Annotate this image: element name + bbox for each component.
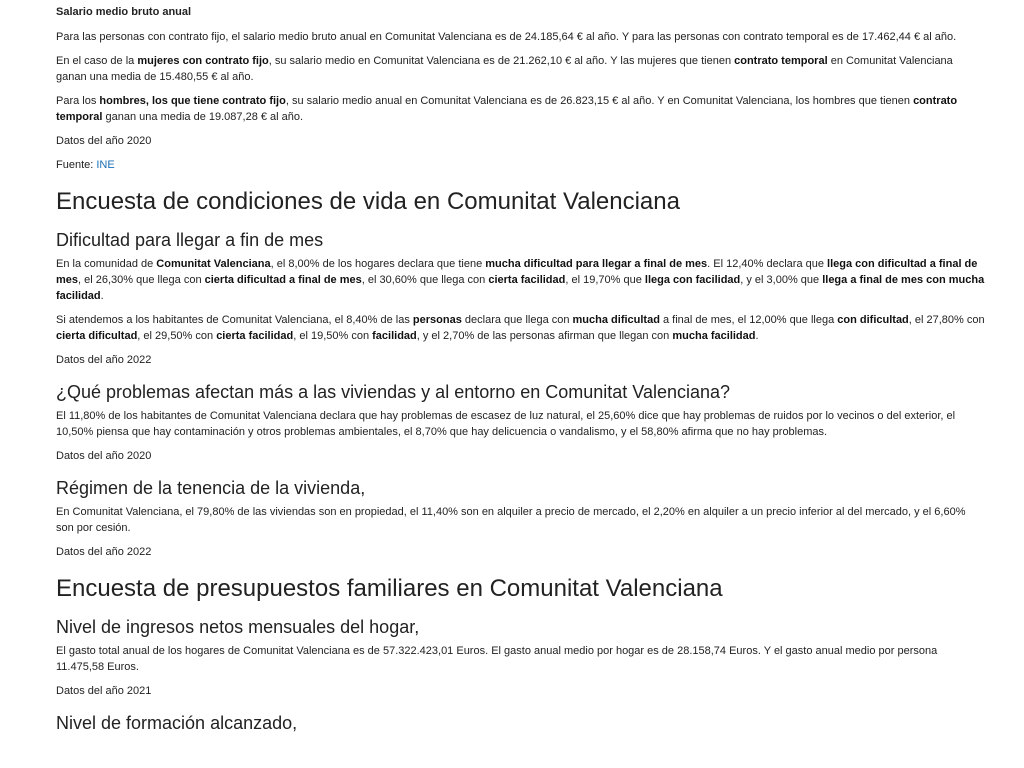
text-bold: llega a final de mes con mucha facilidad: [56, 274, 985, 302]
text-run: .: [755, 330, 759, 342]
text-bold: mucha dificultad para llegar a final de mes: [485, 258, 708, 270]
text-run: , el 30,60% que llega con: [361, 274, 489, 286]
text-run: , el 26,30% que llega con: [78, 274, 205, 286]
salary-data-year: Datos del año 2020: [56, 135, 152, 147]
family-budget-heading: Encuesta de presupuestos familiares en Comunitat Valenciana: [56, 575, 723, 602]
text-bold: contrato temporal: [56, 95, 958, 123]
text-bold: cierta dificultad a final de mes: [204, 274, 362, 286]
salary-paragraph-men: [56, 93, 986, 125]
text-run: Para los: [56, 95, 100, 107]
salary-section-title: Salario medio bruto anual: [56, 6, 192, 18]
text-run: Si atendemos a los habitantes de Comunitat Valenciana, el 8,40% de las: [56, 314, 413, 326]
text-bold: cierta dificultad: [56, 330, 138, 342]
text-run: a final de mes, el 12,00% que llega: [659, 314, 838, 326]
text-run: , y el 3,00% que: [740, 274, 823, 286]
text-bold: contrato temporal: [734, 55, 828, 67]
tenure-paragraph: En Comunitat Valenciana, el 79,80% de las viviendas son en propiedad, el 11,40% son en alquiler a precio de mercado, el 2,20% en alquiler a un precio inferior al del mercado, y el 6,60% son por cesión.: [56, 506, 966, 534]
salary-paragraph-women: [56, 53, 986, 85]
housing-problems-heading: ¿Qué problemas afectan más a las viviendas y al entorno en Comunitat Valenciana?: [56, 382, 731, 402]
text-bold: con dificultad: [837, 314, 909, 326]
text-bold: cierta facilidad: [488, 274, 566, 286]
difficulty-data-year: Datos del año 2022: [56, 354, 152, 366]
text-run: .: [100, 290, 104, 302]
text-bold: hombres, los que tiene contrato fijo: [99, 95, 286, 107]
housing-problems-data-year: Datos del año 2020: [56, 450, 152, 462]
text-run: , el 19,50% con: [293, 330, 373, 342]
source-link-ine[interactable]: INE: [96, 159, 115, 171]
text-run: , el 27,80% con: [908, 314, 985, 326]
tenure-heading: Régimen de la tenencia de la vivienda,: [56, 478, 366, 498]
text-bold: llega con facilidad: [644, 274, 741, 286]
text-run: , el 29,50% con: [137, 330, 217, 342]
text-run: en Comunitat Valenciana ganan una media de 15.480,55 € al año.: [56, 55, 953, 83]
text-run: En el caso de la: [56, 55, 138, 67]
text-bold: facilidad: [372, 330, 417, 342]
difficulty-paragraph-households: [56, 256, 986, 304]
text-bold: Comunitat Valenciana: [156, 258, 271, 270]
living-conditions-heading: Encuesta de condiciones de vida en Comunitat Valenciana: [56, 188, 680, 215]
text-run: En la comunidad de: [56, 258, 157, 270]
text-run: declara que llega con: [461, 314, 573, 326]
source-label: Fuente:: [56, 159, 97, 171]
salary-paragraph-contract: Para las personas con contrato fijo, el salario medio bruto anual en Comunitat Valenciana es de 24.185,64 € al año. Y para las personas con contrato temporal es de 17.462,44 € al año.: [56, 31, 957, 43]
income-data-year: Datos del año 2021: [56, 685, 152, 697]
text-run: , y el 2,70% de las personas afirman que llegan con: [416, 330, 673, 342]
text-bold: mujeres con contrato fijo: [137, 55, 269, 67]
text-run: , el 19,70% que: [565, 274, 645, 286]
text-bold: mucha dificultad: [572, 314, 660, 326]
education-heading: Nivel de formación alcanzado,: [56, 713, 298, 733]
text-bold: llega con dificultad a final de mes: [56, 258, 978, 286]
salary-source: [56, 157, 986, 173]
housing-problems-paragraph: El 11,80% de los habitantes de Comunitat Valenciana declara que hay problemas de escasez de luz natural, el 25,60% dice que hay problemas de ruidos por lo vecinos o del exterior, el 10,50% piensa que hay contaminación y otros problemas ambientales, el 8,70% que hay delicuencia o vandalismo, y el 58,80% afirma que no hay problemas.: [56, 410, 956, 438]
text-bold: cierta facilidad: [216, 330, 294, 342]
text-run: , su salario medio anual en Comunitat Valenciana es de 26.823,15 € al año. Y en Comunitat Valenciana, los hombres que tienen: [285, 95, 914, 107]
text-run: , el 8,00% de los hogares declara que tiene: [270, 258, 486, 270]
text-run: ganan una media de 19.087,28 € al año.: [102, 111, 304, 123]
text-bold: mucha facilidad: [672, 330, 756, 342]
difficulty-heading: Dificultad para llegar a fin de mes: [56, 230, 324, 250]
text-run: , su salario medio en Comunitat Valenciana es de 21.262,10 € al año. Y las mujeres que tienen: [268, 55, 735, 67]
income-heading: Nivel de ingresos netos mensuales del hogar,: [56, 617, 420, 637]
article-content: [56, 4, 986, 739]
text-run: . El 12,40% declara que: [707, 258, 828, 270]
tenure-data-year: Datos del año 2022: [56, 546, 152, 558]
difficulty-paragraph-persons: [56, 312, 986, 344]
text-bold: personas: [412, 314, 462, 326]
income-paragraph: El gasto total anual de los hogares de Comunitat Valenciana es de 57.322.423,01 Euros. El gasto anual medio por hogar es de 28.158,74 Euros. Y el gasto anual medio por persona 11.475,58 Euros.: [56, 645, 938, 673]
